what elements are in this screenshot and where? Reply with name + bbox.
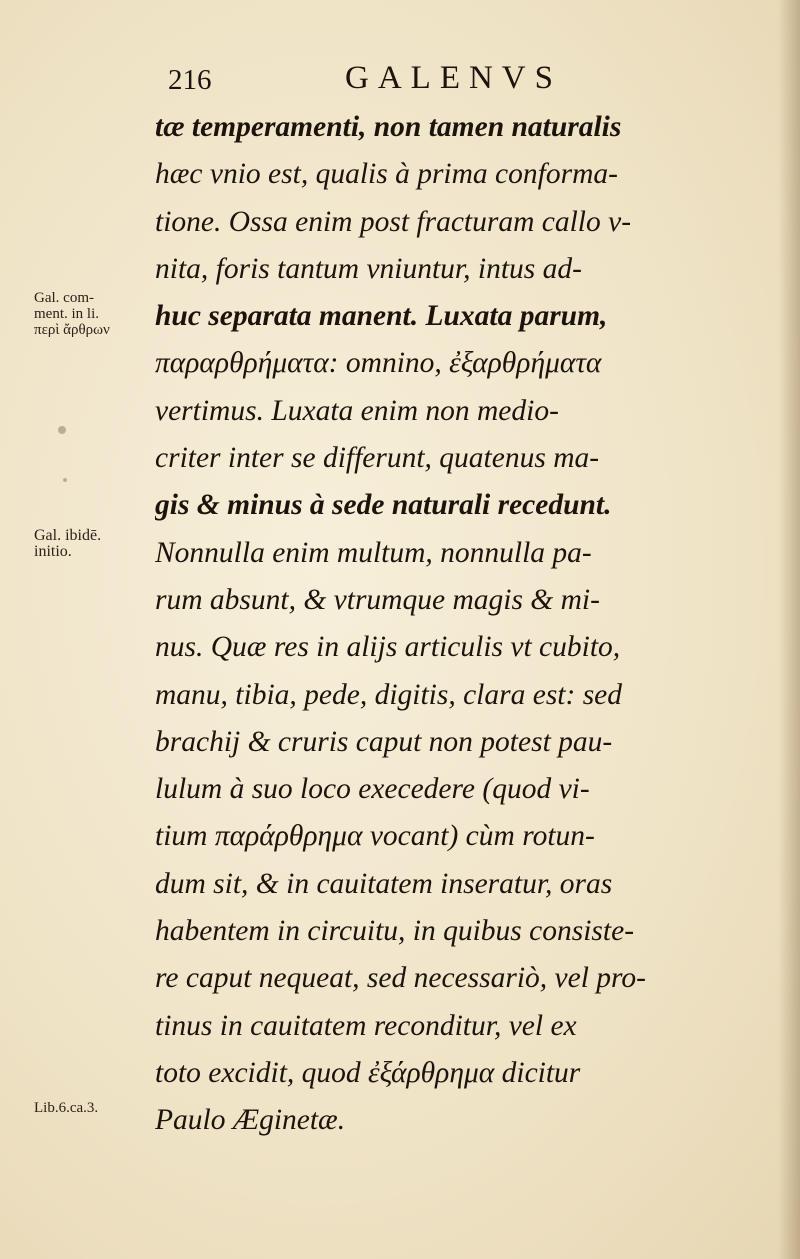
text-line: rum absunt, & vtrumque magis & mi- <box>155 583 600 616</box>
text-line: vertimus. Luxata enim non medio- <box>155 394 559 427</box>
text-line: huc separata manent. Luxata parum, <box>155 300 608 333</box>
ink-spot <box>63 478 67 482</box>
text-line: Nonnulla enim multum, nonnulla pa- <box>155 536 592 569</box>
text-line: tium παράρθρημα vocant) cùm rotun- <box>155 820 595 853</box>
running-head <box>0 60 800 100</box>
text-line: manu, tibia, pede, digitis, clara est: sed <box>155 678 623 711</box>
text-line: habentem in circuitu, in quibus consiste- <box>155 915 635 948</box>
text-line: παραρθρήματα: omnino, ἐξαρθρήματα <box>155 347 602 380</box>
margin-note-ibidem: Gal. ibidē. initio. <box>34 527 102 560</box>
text-line: tione. Ossa enim post fracturam callo v- <box>155 205 632 238</box>
text-line: dum sit, & in cauitatem inseratur, oras <box>155 867 613 900</box>
running-title: GALENVS <box>345 60 562 96</box>
text-line: tinus in cauitatem reconditur, vel ex <box>155 1009 577 1042</box>
margin-note-commentary: Gal. com- ment. in li. περὶ ἄρθρων <box>34 290 110 338</box>
body-text <box>155 104 735 1145</box>
margin-note-book-reference: Lib.6.ca.3. <box>34 1100 99 1116</box>
page-number: 216 <box>168 64 212 96</box>
text-line: lulum à suo loco execedere (quod vi- <box>155 773 590 806</box>
ink-spot <box>58 426 66 434</box>
text-line: gis & minus à sede naturali recedunt. <box>155 489 612 522</box>
text-line: Paulo Æginetæ. <box>155 1104 346 1137</box>
text-line: hæc vnio est, qualis à prima conforma- <box>155 158 618 191</box>
text-line: toto excidit, quod ἐξάρθρημα dicitur <box>155 1056 581 1089</box>
text-line: brachij & cruris caput non potest pau- <box>155 725 613 758</box>
text-line: re caput nequeat, sed necessariò, vel pro- <box>155 962 646 995</box>
text-line: nita, foris tantum vniuntur, intus ad- <box>155 252 582 285</box>
text-line: tæ temperamenti, non tamen naturalis <box>155 111 622 143</box>
text-line: nus. Quæ res in alijs articulis vt cubito, <box>155 631 621 664</box>
text-line: criter inter se differunt, quatenus ma- <box>155 442 600 475</box>
